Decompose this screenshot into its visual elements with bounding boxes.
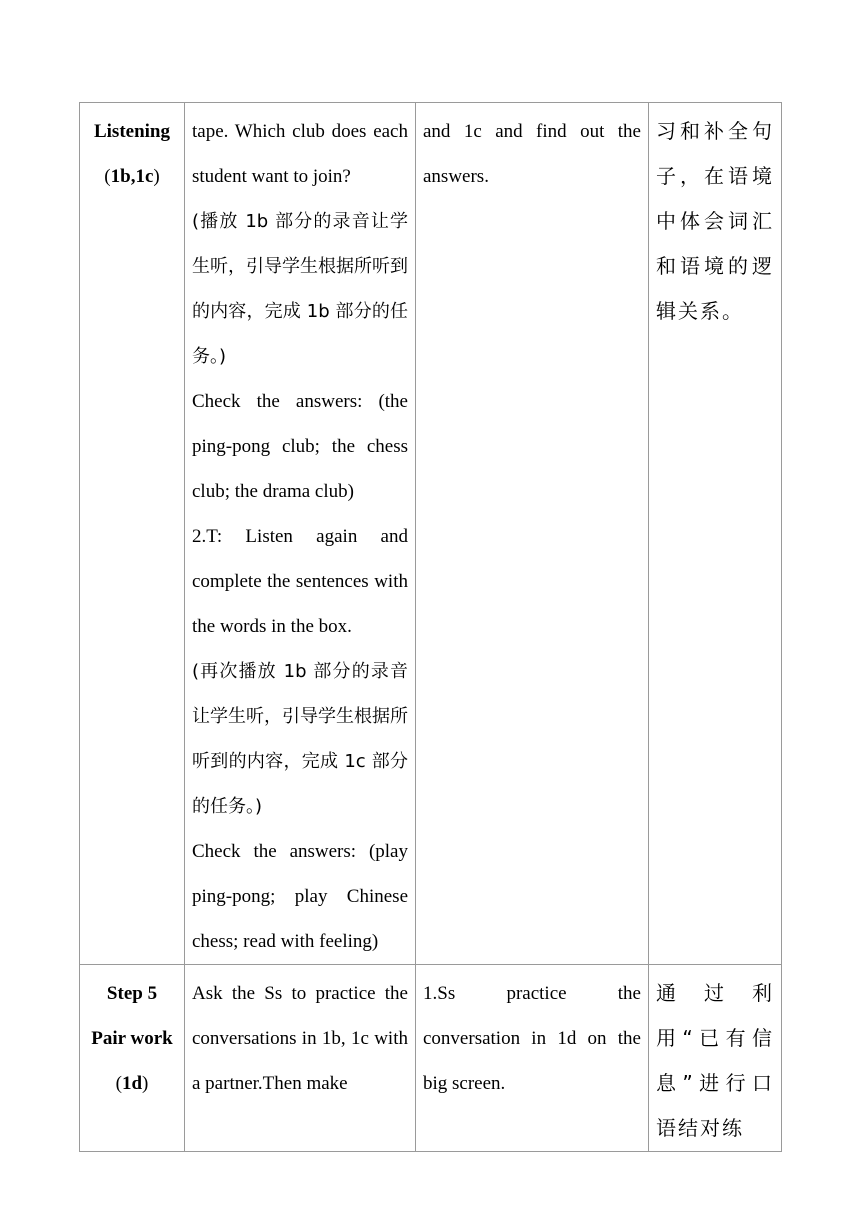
- table-row: [80, 103, 782, 965]
- stage-name: Listening: [93, 121, 171, 142]
- teacher-activity-cell: [185, 965, 416, 1152]
- stage-name: Pair work: [91, 1028, 173, 1049]
- stage-step: Step 5: [106, 983, 158, 1004]
- teacher-text: 2.T: Listen again and complete the sentences with the words in the box.: [192, 526, 408, 637]
- teacher-text: Ask the Ss to practice the conversations in 1b, 1c with a partner.Then make: [192, 983, 408, 1094]
- purpose-text: 通过利用“已有信息”进行口语结对练: [656, 981, 774, 1140]
- table-row: [80, 965, 782, 1152]
- teacher-text: Check the answers: (the ping-pong club; the chess club; the drama club): [192, 391, 408, 502]
- purpose-text: 习和补全句子，在语境中体会词汇和语境的逻辑关系。: [656, 119, 774, 323]
- student-text: and 1c and find out the answers.: [423, 121, 641, 187]
- stage-part: 1b,1c: [110, 166, 154, 187]
- stage-cell: Listening (1b,1c): [80, 103, 185, 965]
- teacher-text: tape. Which club does each student want to join?: [192, 121, 408, 187]
- teacher-note-zh: (播放 1b 部分的录音让学生听，引导学生根据所听到的内容，完成 1b 部分的任务。): [192, 211, 408, 367]
- student-activity-cell: [416, 103, 649, 965]
- purpose-cell: [649, 965, 782, 1152]
- stage-part: 1d: [121, 1073, 143, 1094]
- stage-cell: Step 5 Pair work (1d): [80, 965, 185, 1152]
- purpose-cell: [649, 103, 782, 965]
- teacher-note-zh: (再次播放 1b 部分的录音让学生听，引导学生根据所听到的内容，完成 1c 部分的任务。): [192, 661, 408, 817]
- student-text: 1.Ss practice the conversation in 1d on the big screen.: [423, 983, 641, 1094]
- teacher-activity-cell: [185, 103, 416, 965]
- student-activity-cell: [416, 965, 649, 1152]
- lesson-plan-table: [79, 102, 782, 1152]
- teacher-text: Check the answers: (play ping-pong; play Chinese chess; read with feeling): [192, 841, 408, 952]
